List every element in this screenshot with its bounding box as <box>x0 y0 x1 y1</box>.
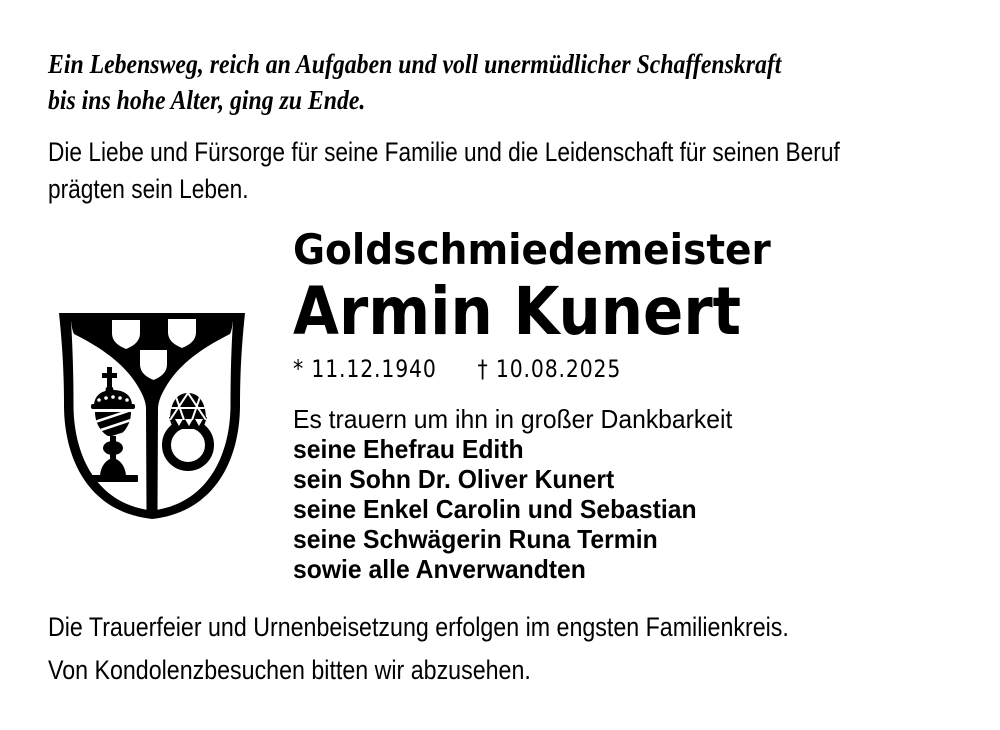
mourner-line: seine Enkel Carolin und Sebastian <box>293 494 697 524</box>
birth-date <box>293 355 437 383</box>
goldsmith-guild-emblem-icon <box>57 310 247 522</box>
opening-quote <box>48 46 781 118</box>
headline-block <box>293 227 807 384</box>
mourner-line: seine Ehefrau Edith <box>293 434 524 464</box>
deceased-name: Armin Kunert <box>293 273 742 350</box>
profession-title: Goldschmiedemeister <box>293 225 771 274</box>
mourners-block <box>293 404 732 584</box>
life-dates <box>293 354 730 384</box>
birth-date-value: 11.12.1940 <box>311 355 437 383</box>
death-date-value: 10.08.2025 <box>495 355 622 383</box>
shield-outline <box>59 313 245 519</box>
mourner-line: sein Sohn Dr. Oliver Kunert <box>293 464 615 494</box>
mourner-line: sowie alle Anverwandten <box>293 554 586 584</box>
intro-line-1: Die Liebe und Fürsorge für seine Familie und die Leidenschaft für seinen Beruf <box>48 137 840 167</box>
intro-paragraph <box>48 134 840 208</box>
closing-line-condolence: Von Kondolenzbesuchen bitten wir abzusehen. <box>48 655 531 685</box>
opening-quote-line-2: bis ins hohe Alter, ging zu Ende. <box>48 85 366 115</box>
closing-line-funeral: Die Trauerfeier und Urnenbeisetzung erfolgen im engsten Familienkreis. <box>48 612 789 642</box>
mourning-intro: Es trauern um ihn in großer Dankbarkeit <box>293 404 733 434</box>
birth-star-icon: * <box>293 355 305 383</box>
opening-quote-line-1: Ein Lebensweg, reich an Aufgaben und voll unermüdlicher Schaffenskraft <box>48 49 782 79</box>
intro-line-2: prägten sein Leben. <box>48 174 249 204</box>
death-date <box>478 355 622 383</box>
death-cross-icon: † <box>477 355 489 383</box>
mourner-line: seine Schwägerin Runa Termin <box>293 524 658 554</box>
